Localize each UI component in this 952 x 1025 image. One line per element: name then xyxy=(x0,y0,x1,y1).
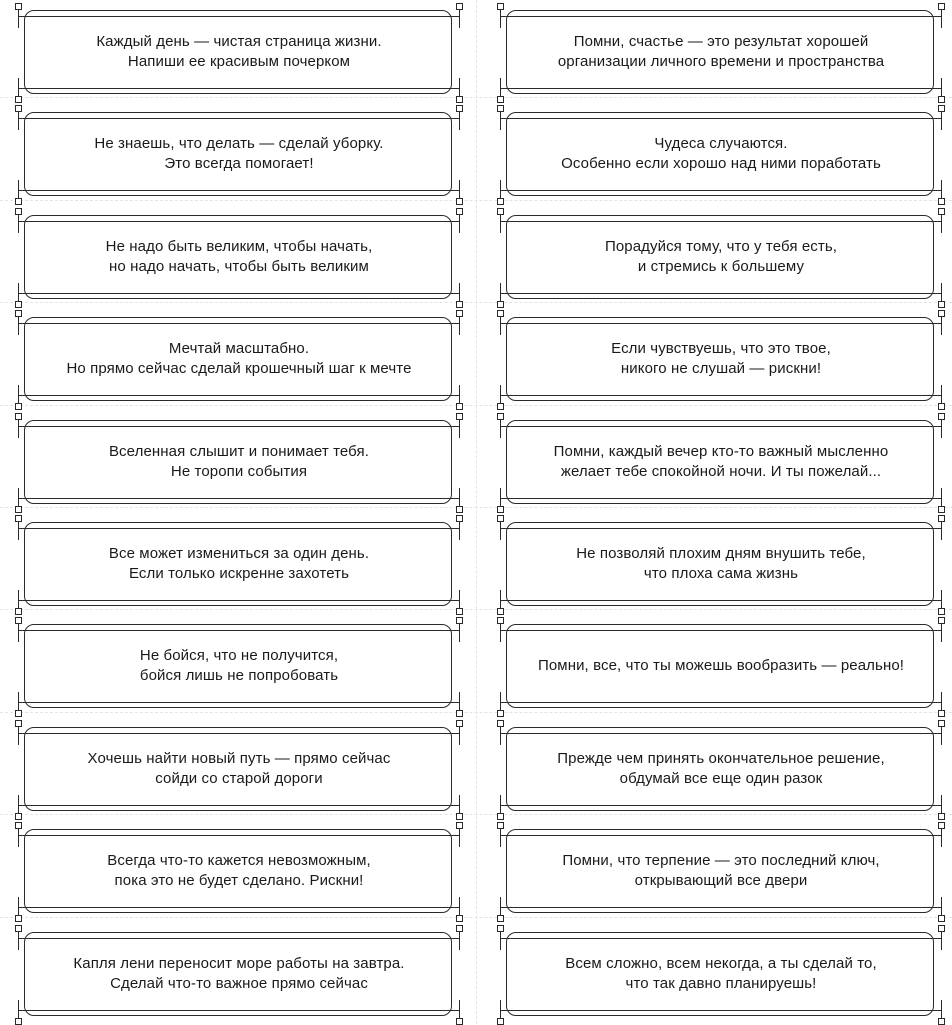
quote-card xyxy=(506,10,936,96)
quote-line-2: пока это не будет сделано. Рискни! xyxy=(114,872,364,889)
corner-knob xyxy=(15,915,22,922)
corner-post xyxy=(459,727,460,745)
quote-card xyxy=(24,829,454,915)
corner-post xyxy=(500,590,501,608)
corner-post xyxy=(500,522,501,540)
corner-knob xyxy=(456,413,463,420)
corner-knob xyxy=(456,813,463,820)
corner-knob xyxy=(15,403,22,410)
quote-text xyxy=(514,331,928,387)
vertical-cut-line xyxy=(476,0,477,1024)
corner-post xyxy=(941,590,942,608)
corner-knob xyxy=(938,3,945,10)
quote-line-1: Мечтай масштабно. xyxy=(168,340,310,357)
corner-post xyxy=(459,385,460,403)
quote-text xyxy=(32,24,446,80)
scroll-rod-bottom xyxy=(18,702,460,703)
corner-post xyxy=(18,385,19,403)
scroll-rod-top xyxy=(18,528,460,529)
scroll-rod-bottom xyxy=(500,395,942,396)
scroll-rod-bottom xyxy=(500,907,942,908)
corner-post xyxy=(18,10,19,28)
corner-post xyxy=(459,1000,460,1018)
scroll-rod-bottom xyxy=(500,88,942,89)
corner-post xyxy=(500,215,501,233)
corner-knob xyxy=(456,310,463,317)
corner-post xyxy=(459,420,460,438)
corner-knob xyxy=(938,813,945,820)
quote-text xyxy=(514,126,928,182)
quote-text xyxy=(32,741,446,797)
corner-knob xyxy=(497,413,504,420)
corner-post xyxy=(500,317,501,335)
quote-line-2: сойди со старой дороги xyxy=(155,770,323,787)
corner-post xyxy=(500,829,501,847)
quote-line-2: и стремись к большему xyxy=(637,258,805,275)
corner-post xyxy=(941,488,942,506)
corner-post xyxy=(18,215,19,233)
corner-knob xyxy=(15,710,22,717)
corner-post xyxy=(18,897,19,915)
corner-post xyxy=(941,1000,942,1018)
corner-post xyxy=(941,692,942,710)
quote-card xyxy=(506,522,936,608)
corner-post xyxy=(459,795,460,813)
cut-line xyxy=(0,814,952,815)
quote-card xyxy=(24,420,454,506)
corner-knob xyxy=(497,198,504,205)
quote-line-1: Помни, все, что ты можешь вообразить — реально! xyxy=(537,657,905,674)
corner-knob xyxy=(938,925,945,932)
corner-post xyxy=(459,624,460,642)
corner-knob xyxy=(456,720,463,727)
scroll-rod-top xyxy=(18,16,460,17)
corner-knob xyxy=(938,301,945,308)
quote-line-1: Хочешь найти новый путь — прямо сейчас xyxy=(87,750,391,767)
corner-post xyxy=(18,829,19,847)
quote-line-2: Особенно если хорошо над ними поработать xyxy=(561,155,881,172)
corner-knob xyxy=(497,403,504,410)
quote-card xyxy=(24,522,454,608)
quote-line-1: Помни, что терпение — это последний ключ, xyxy=(562,852,880,869)
corner-knob xyxy=(938,105,945,112)
corner-knob xyxy=(497,822,504,829)
scroll-rod-top xyxy=(18,323,460,324)
quote-line-2: бойся лишь не попробовать xyxy=(139,667,339,684)
corner-knob xyxy=(456,608,463,615)
corner-post xyxy=(941,522,942,540)
corner-knob xyxy=(15,506,22,513)
scroll-rod-top xyxy=(18,426,460,427)
corner-post xyxy=(18,522,19,540)
corner-knob xyxy=(15,198,22,205)
corner-post xyxy=(941,385,942,403)
corner-knob xyxy=(15,96,22,103)
corner-post xyxy=(459,897,460,915)
quote-line-1: Не позволяй плохим дням внушить тебе, xyxy=(576,545,866,562)
quote-card xyxy=(24,10,454,96)
corner-post xyxy=(459,522,460,540)
scroll-rod-bottom xyxy=(18,600,460,601)
corner-post xyxy=(18,420,19,438)
corner-post xyxy=(500,385,501,403)
corner-post xyxy=(941,317,942,335)
corner-knob xyxy=(497,925,504,932)
corner-knob xyxy=(456,506,463,513)
quote-text xyxy=(514,24,928,80)
corner-post xyxy=(500,283,501,301)
corner-post xyxy=(941,283,942,301)
quote-line-1: Вселенная слышит и понимает тебя. xyxy=(108,443,370,460)
quote-line-2: но надо начать, чтобы быть великим xyxy=(109,258,369,275)
scroll-rod-bottom xyxy=(500,600,942,601)
quote-card xyxy=(506,932,936,1018)
scroll-rod-bottom xyxy=(18,805,460,806)
corner-knob xyxy=(456,301,463,308)
quote-text xyxy=(514,946,928,1002)
corner-post xyxy=(459,590,460,608)
corner-post xyxy=(500,795,501,813)
corner-post xyxy=(500,112,501,130)
scroll-rod-bottom xyxy=(18,1010,460,1011)
corner-knob xyxy=(497,96,504,103)
corner-post xyxy=(459,317,460,335)
quote-line-2: Но прямо сейчас сделай крошечный шаг к мечте xyxy=(66,360,412,377)
quote-line-2: желает тебе спокойной ночи. И ты пожелай... xyxy=(560,463,882,480)
corner-knob xyxy=(938,310,945,317)
scroll-rod-bottom xyxy=(18,498,460,499)
corner-knob xyxy=(15,720,22,727)
scroll-rod-bottom xyxy=(18,395,460,396)
corner-knob xyxy=(938,710,945,717)
corner-post xyxy=(500,420,501,438)
quote-card xyxy=(24,215,454,301)
corner-post xyxy=(459,112,460,130)
quote-line-2: открывающий все двери xyxy=(634,872,808,889)
corner-post xyxy=(500,624,501,642)
quote-text xyxy=(514,536,928,592)
corner-post xyxy=(941,829,942,847)
corner-post xyxy=(941,932,942,950)
corner-post xyxy=(18,78,19,96)
scroll-rod-top xyxy=(500,426,942,427)
quote-card xyxy=(24,727,454,813)
quote-card xyxy=(506,727,936,813)
corner-knob xyxy=(15,608,22,615)
scroll-rod-top xyxy=(500,221,942,222)
corner-post xyxy=(459,829,460,847)
quote-text xyxy=(514,638,928,694)
quote-text xyxy=(32,638,446,694)
quote-card xyxy=(506,420,936,506)
quote-line-2: Если только искренне захотеть xyxy=(128,565,350,582)
corner-knob xyxy=(938,96,945,103)
quote-line-1: Всегда что-то кажется невозможным, xyxy=(107,852,371,869)
quote-line-2: Это всегда помогает! xyxy=(164,155,314,172)
quote-line-1: Помни, каждый вечер кто-то важный мысленно xyxy=(553,443,889,460)
scroll-rod-top xyxy=(18,630,460,631)
quote-line-2: что так давно планируешь! xyxy=(625,975,817,992)
corner-knob xyxy=(938,617,945,624)
quote-text xyxy=(32,946,446,1002)
corner-knob xyxy=(15,617,22,624)
quote-card xyxy=(24,317,454,403)
quote-text xyxy=(514,229,928,285)
corner-post xyxy=(941,897,942,915)
scroll-rod-top xyxy=(500,528,942,529)
quote-card xyxy=(506,112,936,198)
corner-post xyxy=(18,590,19,608)
corner-knob xyxy=(456,515,463,522)
corner-post xyxy=(500,897,501,915)
quote-line-1: Чудеса случаются. xyxy=(654,135,788,152)
corner-knob xyxy=(456,3,463,10)
corner-post xyxy=(18,795,19,813)
corner-knob xyxy=(938,915,945,922)
corner-post xyxy=(941,727,942,745)
corner-knob xyxy=(938,198,945,205)
scroll-rod-top xyxy=(18,118,460,119)
corner-knob xyxy=(497,301,504,308)
corner-knob xyxy=(938,506,945,513)
quote-line-1: Каждый день — чистая страница жизни. xyxy=(96,33,382,50)
quote-line-2: организации личного времени и пространства xyxy=(557,53,885,70)
corner-post xyxy=(18,932,19,950)
quote-line-2: что плоха сама жизнь xyxy=(643,565,799,582)
corner-knob xyxy=(497,3,504,10)
corner-knob xyxy=(497,617,504,624)
scroll-rod-top xyxy=(500,16,942,17)
corner-knob xyxy=(15,310,22,317)
scroll-rod-bottom xyxy=(18,907,460,908)
corner-knob xyxy=(15,413,22,420)
corner-knob xyxy=(456,822,463,829)
cut-line xyxy=(0,97,952,98)
corner-post xyxy=(18,727,19,745)
scroll-rod-top xyxy=(500,938,942,939)
corner-post xyxy=(18,112,19,130)
corner-knob xyxy=(497,915,504,922)
corner-knob xyxy=(497,506,504,513)
quote-line-2: никого не слушай — рискни! xyxy=(620,360,822,377)
quote-line-2: обдумай все еще один разок xyxy=(619,770,823,787)
corner-post xyxy=(500,180,501,198)
corner-post xyxy=(941,112,942,130)
corner-knob xyxy=(456,96,463,103)
corner-post xyxy=(500,10,501,28)
quote-text xyxy=(32,434,446,490)
quote-line-1: Все может измениться за один день. xyxy=(108,545,370,562)
corner-post xyxy=(500,78,501,96)
quote-line-1: Порадуйся тому, что у тебя есть, xyxy=(604,238,838,255)
scroll-rod-top xyxy=(500,118,942,119)
quote-line-2: Напиши ее красивым почерком xyxy=(127,53,351,70)
corner-post xyxy=(941,10,942,28)
corner-post xyxy=(941,624,942,642)
corner-post xyxy=(459,932,460,950)
quote-line-2: Сделай что-то важное прямо сейчас xyxy=(110,975,368,992)
corner-post xyxy=(459,10,460,28)
quote-card xyxy=(24,932,454,1018)
corner-post xyxy=(18,1000,19,1018)
corner-knob xyxy=(456,617,463,624)
corner-post xyxy=(459,488,460,506)
corner-post xyxy=(500,692,501,710)
corner-post xyxy=(459,283,460,301)
corner-post xyxy=(18,317,19,335)
corner-knob xyxy=(456,915,463,922)
corner-post xyxy=(500,1000,501,1018)
corner-post xyxy=(500,727,501,745)
quote-text xyxy=(32,331,446,387)
cut-line xyxy=(0,507,952,508)
cut-line xyxy=(0,302,952,303)
corner-post xyxy=(18,283,19,301)
quote-text xyxy=(32,126,446,182)
quote-line-2: Не торопи события xyxy=(170,463,308,480)
quote-card xyxy=(24,624,454,710)
corner-knob xyxy=(938,608,945,615)
corner-knob xyxy=(15,813,22,820)
scroll-rod-bottom xyxy=(18,293,460,294)
corner-knob xyxy=(497,608,504,615)
quote-line-1: Если чувствуешь, что это твое, xyxy=(611,340,831,357)
quote-text xyxy=(32,229,446,285)
quote-card xyxy=(506,317,936,403)
quote-text xyxy=(514,741,928,797)
corner-knob xyxy=(15,208,22,215)
corner-knob xyxy=(938,208,945,215)
corner-knob xyxy=(456,710,463,717)
scroll-rod-top xyxy=(18,938,460,939)
corner-post xyxy=(459,78,460,96)
corner-post xyxy=(459,180,460,198)
quote-text xyxy=(514,434,928,490)
corner-knob xyxy=(15,515,22,522)
quote-line-1: Всем сложно, всем некогда, а ты сделай то, xyxy=(565,955,877,972)
corner-post xyxy=(941,795,942,813)
corner-post xyxy=(459,692,460,710)
quote-line-1: Капля лени переносит море работы на завтра. xyxy=(73,955,405,972)
scroll-rod-top xyxy=(18,221,460,222)
corner-knob xyxy=(938,515,945,522)
corner-knob xyxy=(456,105,463,112)
scroll-rod-bottom xyxy=(500,498,942,499)
scroll-rod-top xyxy=(500,733,942,734)
scroll-rod-bottom xyxy=(18,88,460,89)
quote-card xyxy=(506,215,936,301)
corner-post xyxy=(500,932,501,950)
corner-post xyxy=(941,420,942,438)
cut-line xyxy=(0,200,952,201)
scroll-rod-top xyxy=(500,630,942,631)
quote-card xyxy=(506,624,936,710)
corner-knob xyxy=(497,105,504,112)
corner-knob xyxy=(938,403,945,410)
quote-line-1: Не знаешь, что делать — сделай уборку. xyxy=(94,135,384,152)
scroll-rod-top xyxy=(18,733,460,734)
corner-knob xyxy=(15,822,22,829)
corner-knob xyxy=(15,301,22,308)
scroll-rod-bottom xyxy=(500,190,942,191)
corner-knob xyxy=(497,720,504,727)
quote-text xyxy=(514,843,928,899)
cut-line xyxy=(0,917,952,918)
corner-post xyxy=(18,180,19,198)
corner-post xyxy=(459,215,460,233)
corner-post xyxy=(500,488,501,506)
quote-card xyxy=(24,112,454,198)
corner-post xyxy=(941,180,942,198)
quote-line-1: Прежде чем принять окончательное решение, xyxy=(557,750,885,767)
scroll-rod-bottom xyxy=(500,293,942,294)
corner-knob xyxy=(497,813,504,820)
scroll-rod-bottom xyxy=(18,190,460,191)
scroll-rod-bottom xyxy=(500,1010,942,1011)
corner-knob xyxy=(497,710,504,717)
corner-knob xyxy=(456,198,463,205)
quote-text xyxy=(32,843,446,899)
corner-knob xyxy=(456,403,463,410)
corner-knob xyxy=(497,208,504,215)
corner-post xyxy=(941,78,942,96)
corner-knob xyxy=(938,720,945,727)
corner-knob xyxy=(497,310,504,317)
cut-line xyxy=(0,712,952,713)
scroll-rod-top xyxy=(500,323,942,324)
scroll-rod-top xyxy=(18,835,460,836)
corner-knob xyxy=(938,413,945,420)
scroll-rod-bottom xyxy=(500,805,942,806)
corner-post xyxy=(941,215,942,233)
quote-text xyxy=(32,536,446,592)
corner-post xyxy=(18,624,19,642)
corner-knob xyxy=(15,105,22,112)
corner-knob xyxy=(15,925,22,932)
corner-knob xyxy=(938,822,945,829)
corner-post xyxy=(18,488,19,506)
corner-knob xyxy=(456,208,463,215)
quote-line-1: Помни, счастье — это результат хорошей xyxy=(573,33,869,50)
scroll-rod-bottom xyxy=(500,702,942,703)
corner-knob xyxy=(497,515,504,522)
scroll-rod-top xyxy=(500,835,942,836)
quote-line-1: Не бойся, что не получится, xyxy=(139,647,339,664)
cut-line xyxy=(0,405,952,406)
corner-post xyxy=(18,692,19,710)
corner-knob xyxy=(456,925,463,932)
cut-line xyxy=(0,609,952,610)
quote-line-1: Не надо быть великим, чтобы начать, xyxy=(105,238,373,255)
quote-card xyxy=(506,829,936,915)
corner-knob xyxy=(15,3,22,10)
